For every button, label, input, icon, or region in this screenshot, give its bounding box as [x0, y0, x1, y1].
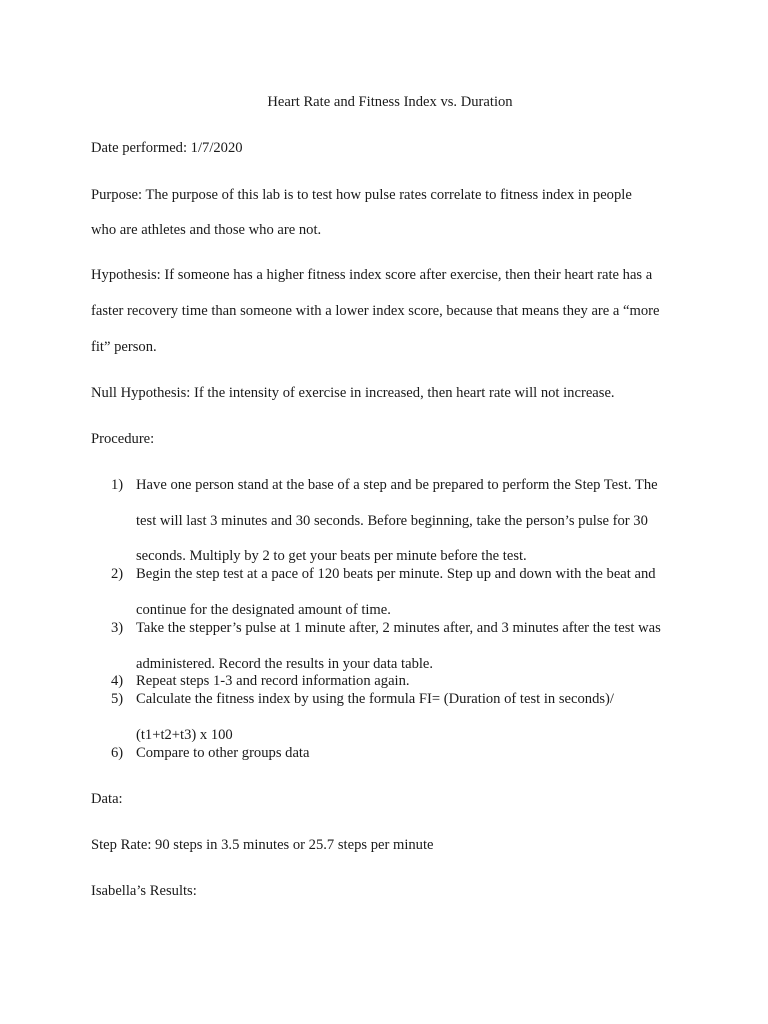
results-heading: Isabella’s Results:: [91, 883, 197, 899]
step-number-4: 4): [111, 673, 124, 689]
step-3-line-1: Take the stepper’s pulse at 1 minute after, 2 minutes after, and 3 minutes after the test was: [136, 620, 661, 636]
procedure-heading: Procedure:: [91, 431, 155, 447]
step-1-line-2: test will last 3 minutes and 30 seconds. Before beginning, take the person’s pulse for 30: [136, 513, 648, 529]
step-2-line-2: continue for the designated amount of time.: [136, 602, 391, 618]
step-6-line-1: Compare to other groups data: [136, 745, 310, 761]
purpose-line-2: who are athletes and those who are not.: [91, 222, 322, 238]
step-1-line-1: Have one person stand at the base of a step and be prepared to perform the Step Test. The: [136, 477, 658, 493]
step-rate-text: Step Rate: 90 steps in 3.5 minutes or 25.7 steps per minute: [91, 837, 434, 853]
step-number-5: 5): [111, 691, 124, 707]
step-number-1: 1): [111, 477, 124, 493]
step-4-line-1: Repeat steps 1-3 and record information again.: [136, 673, 410, 689]
date-performed: Date performed: 1/7/2020: [91, 140, 243, 156]
step-1-line-3: seconds. Multiply by 2 to get your beats per minute before the test.: [136, 548, 527, 564]
step-5-line-2: (t1+t2+t3) x 100: [136, 727, 233, 743]
step-5-line-1: Calculate the fitness index by using the formula FI= (Duration of test in seconds)/: [136, 691, 614, 707]
step-2-line-1: Begin the step test at a pace of 120 beats per minute. Step up and down with the beat and: [136, 566, 656, 582]
step-number-2: 2): [111, 566, 124, 582]
step-number-3: 3): [111, 620, 124, 636]
purpose-line-1: Purpose: The purpose of this lab is to test how pulse rates correlate to fitness index in people: [91, 187, 632, 203]
step-3-line-2: administered. Record the results in your data table.: [136, 656, 434, 672]
document-title: Heart Rate and Fitness Index vs. Duration: [267, 94, 513, 110]
hypothesis-line-3: fit” person.: [91, 339, 157, 355]
step-number-6: 6): [111, 745, 124, 761]
data-heading: Data:: [91, 791, 123, 807]
null-hypothesis: Null Hypothesis: If the intensity of exercise in increased, then heart rate will not increase.: [91, 385, 615, 401]
hypothesis-line-1: Hypothesis: If someone has a higher fitness index score after exercise, then their heart rate has a: [91, 267, 653, 283]
hypothesis-line-2: faster recovery time than someone with a lower index score, because that means they are a “more: [91, 303, 660, 319]
